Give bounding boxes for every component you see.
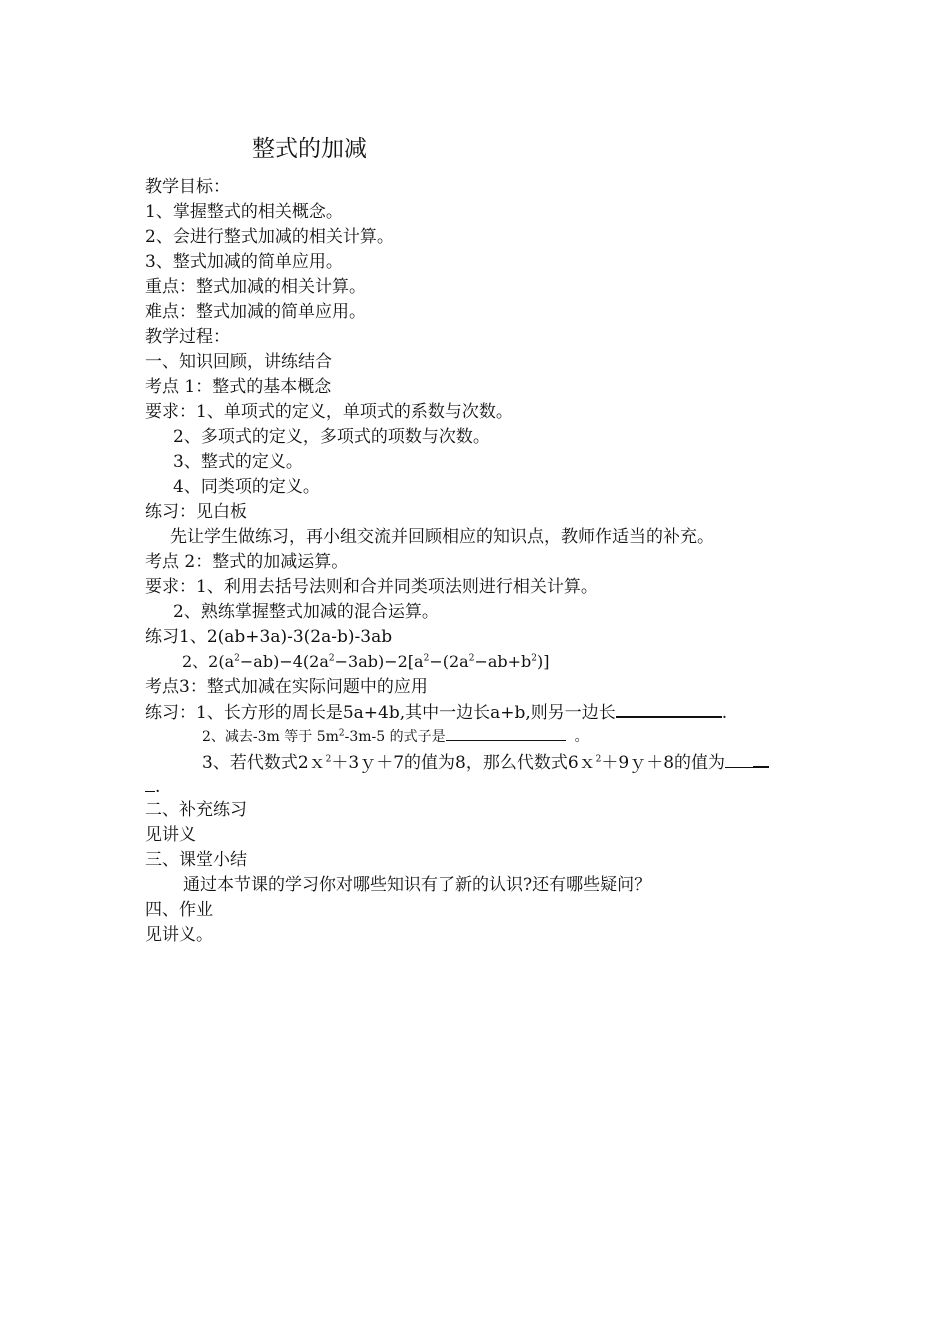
expr-part: −ab)−4(2a <box>239 652 329 671</box>
section-3-heading: 三、课堂小结 <box>145 850 247 870</box>
exercise-3 <box>202 750 769 775</box>
expr-part: −3ab)−2[a <box>334 652 424 671</box>
exercise-2 <box>202 725 589 749</box>
topic-1-heading: 考点 1：整式的基本概念 <box>145 377 332 397</box>
practice-2-item-1: 练习1、2(ab+3a)-3(2a-b)-3ab <box>145 627 393 647</box>
process-heading: 教学过程： <box>145 327 230 347</box>
topic-2-requirement-2: 2、熟练掌握整式加减的混合运算。 <box>173 602 439 622</box>
exercise-3-part: ＋9ｙ＋8的值为 <box>601 753 726 773</box>
section-3-body: 通过本节课的学习你对哪些知识有了新的认识?还有哪些疑问？ <box>183 875 652 895</box>
exercise-2-part: 2、减去-3m 等于 5m <box>202 729 339 745</box>
exponent: 2 <box>234 653 240 664</box>
expr-part: 2、2(a <box>182 652 235 671</box>
topic-1-requirement-4: 4、同类项的定义。 <box>173 477 320 497</box>
practice-1: 练习：见白板 <box>145 502 247 522</box>
exercise-3-part: 3、若代数式2ｘ <box>202 753 326 773</box>
exponent: 2 <box>423 653 430 664</box>
expr-part: −(2a <box>429 652 469 671</box>
exercise-3-part: ＋3ｙ＋7的值为8，那么代数式6ｘ <box>331 753 596 773</box>
answer-blank[interactable] <box>616 700 722 718</box>
practice-2-item-2 <box>182 650 550 674</box>
exponent: 2 <box>468 653 475 664</box>
expr-part: −ab+b <box>474 652 532 671</box>
goal-2: 2、会进行整式加减的相关计算。 <box>145 227 394 247</box>
difficulty: 难点：整式加减的简单应用。 <box>145 302 366 322</box>
topic-1-requirement-2: 2、多项式的定义，多项式的项数与次数。 <box>173 427 490 447</box>
exponent: 2 <box>595 754 602 765</box>
exponent: 2 <box>325 754 332 765</box>
answer-blank-end[interactable] <box>753 750 769 768</box>
goal-3: 3、整式加减的简单应用。 <box>145 252 343 272</box>
topic-2-requirement-1: 要求：1、利用去括号法则和合并同类项法则进行相关计算。 <box>145 577 598 597</box>
exponent: 2 <box>328 653 335 664</box>
topic-1-requirement-1: 要求：1、单项式的定义，单项式的系数与次数。 <box>145 402 513 422</box>
topic-1-requirement-3: 3、整式的定义。 <box>173 452 303 472</box>
answer-blank[interactable] <box>725 751 753 768</box>
exercise-1-text: 练习：1、长方形的周长是5a+4b,其中一边长a+b,则另一边长 <box>145 703 616 723</box>
exercise-2-part: -3m-5 的式子是 <box>344 729 446 745</box>
exponent: 2 <box>531 653 538 664</box>
topic-2-heading: 考点 2：整式的加减运算。 <box>145 552 349 572</box>
exercise-3-end: . <box>155 777 161 797</box>
goal-1: 1、掌握整式的相关概念。 <box>145 202 343 222</box>
section-4-body: 见讲义。 <box>145 925 213 945</box>
topic-3-heading: 考点3：整式加减在实际问题中的应用 <box>145 677 428 697</box>
exercise-2-end: 。 <box>574 729 589 745</box>
expr-part: )] <box>537 652 550 671</box>
page-title: 整式的加减 <box>252 136 367 162</box>
goals-heading: 教学目标： <box>145 177 230 197</box>
section-2-body: 见讲义 <box>145 825 196 845</box>
section-4-heading: 四、作业 <box>145 900 213 920</box>
section-2-heading: 二、补充练习 <box>145 800 247 820</box>
section-1-heading: 一、知识回顾，讲练结合 <box>145 352 332 372</box>
exercise-3-continuation <box>145 775 160 799</box>
exercise-1 <box>145 700 727 725</box>
key-point: 重点：整式加减的相关计算。 <box>145 277 366 297</box>
exercise-1-end: . <box>721 703 728 723</box>
exponent: 2 <box>338 728 345 739</box>
practice-1-note: 先让学生做练习，再小组交流并回顾相应的知识点，教师作适当的补充。 <box>170 527 714 547</box>
answer-blank-wrap[interactable] <box>145 775 155 792</box>
answer-blank[interactable] <box>446 727 566 741</box>
